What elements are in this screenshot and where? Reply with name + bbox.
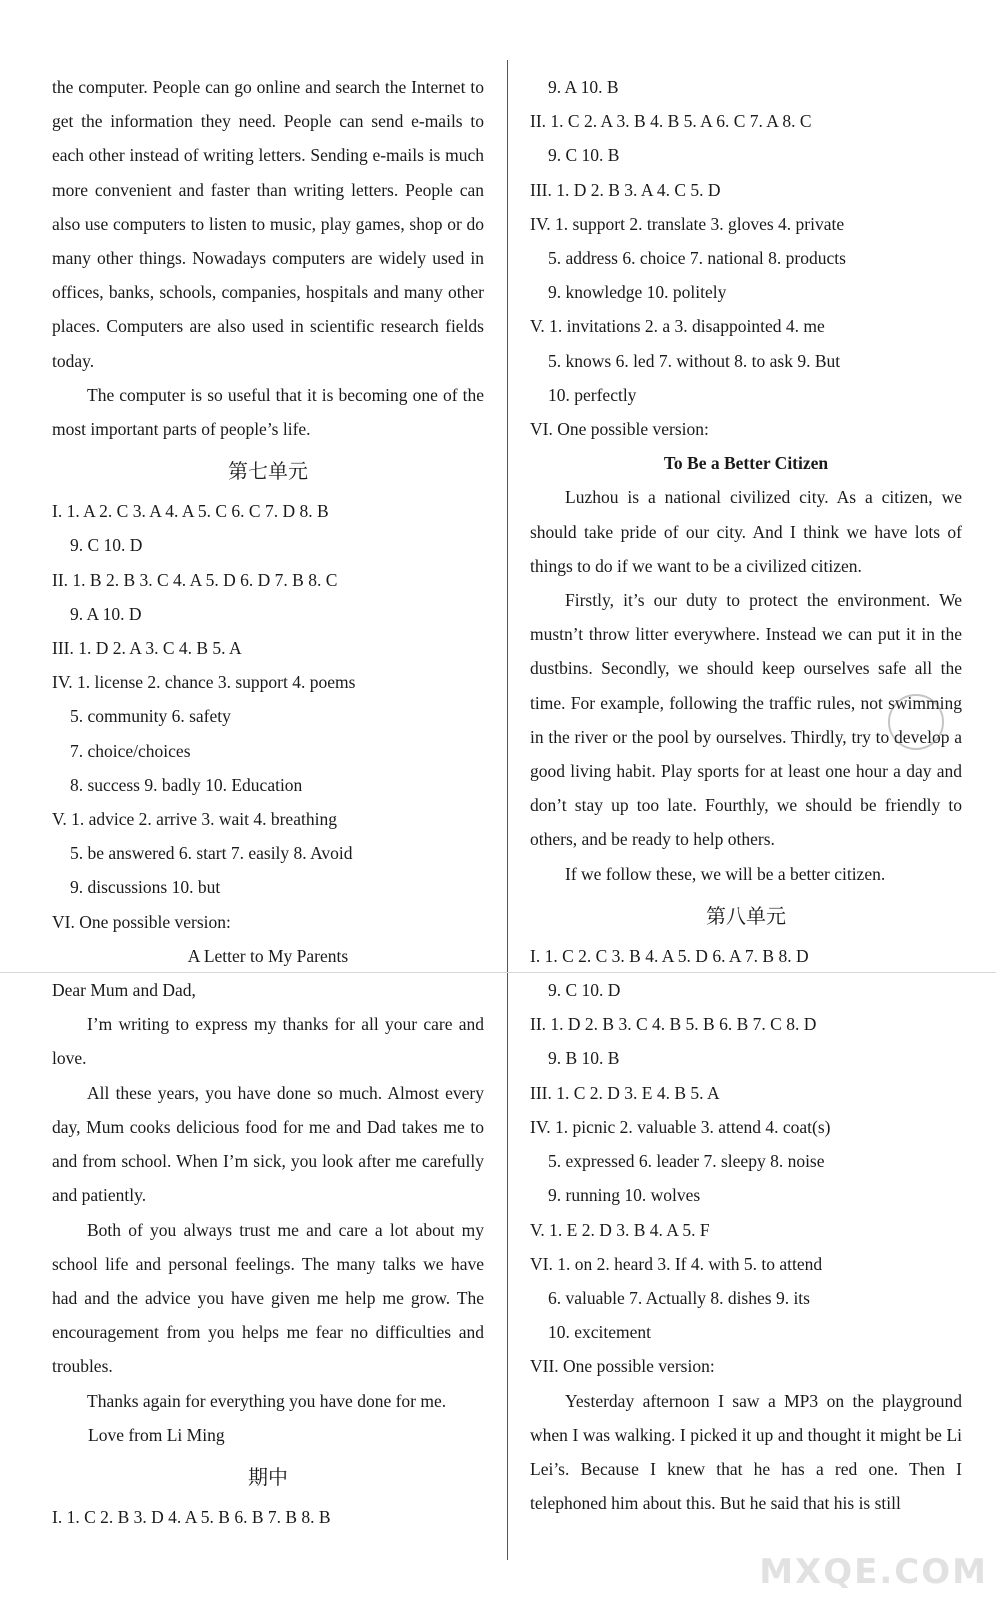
site-watermark: MXQE.COM — [759, 1552, 988, 1592]
letter-paragraph-4: Thanks again for everything you have done for me. — [87, 1390, 447, 1411]
answer-line: II. 1. D 2. B 3. C 4. B 5. B 6. B 7. C 8. D — [530, 1014, 817, 1035]
answer-line: V. 1. invitations 2. a 3. disappointed 4. me — [530, 316, 825, 337]
answer-line: IV. 1. support 2. translate 3. gloves 4. private — [530, 213, 845, 234]
answer-line: VII. One possible version: — [530, 1356, 715, 1377]
letter-title: A Letter to My Parents — [187, 945, 349, 966]
unit7-heading: 第七单元 — [228, 459, 308, 484]
answer-line: I. 1. C 2. C 3. B 4. A 5. D 6. A 7. B 8. D — [530, 945, 809, 966]
answer-line: 5. address 6. choice 7. national 8. products — [548, 248, 846, 269]
answer-line: III. 1. D 2. B 3. A 4. C 5. D — [530, 179, 721, 200]
answer-line: III. 1. D 2. A 3. C 4. B 5. A — [52, 638, 242, 659]
unit7-answers — [52, 494, 484, 939]
answer-line: VI. One possible version: — [52, 911, 231, 932]
letter-signature: Love from Li Ming — [88, 1424, 225, 1445]
unit8-heading: 第八单元 — [706, 903, 786, 928]
answer-line: 6. valuable 7. Actually 8. dishes 9. its — [548, 1287, 810, 1308]
stamp-mark — [888, 694, 944, 750]
version-paragraph-1: Yesterday afternoon I saw a MP3 on the playground when I was walking. I picked it up and thought it might be Li Lei’s. Because I knew that he has a red one. Then I telephoned him about this. But he said that his is still — [530, 1390, 962, 1514]
letter-paragraph-2: All these years, you have done so much. Almost every day, Mum cooks delicious food for me and Dad takes me to and from school. When I’m sick, you look after me carefully and patiently. — [52, 1082, 484, 1206]
letter-greeting: Dear Mum and Dad, — [52, 980, 196, 1001]
unit8-answers — [530, 939, 962, 1384]
answer-line: 9. discussions 10. but — [70, 877, 221, 898]
essay-paragraph-3: If we follow these, we will be a better citizen. — [565, 863, 886, 884]
answer-line: 9. knowledge 10. politely — [548, 282, 727, 303]
answer-line: 9. C 10. D — [70, 535, 143, 556]
answer-line: II. 1. B 2. B 3. C 4. A 5. D 6. D 7. B 8. C — [52, 569, 338, 590]
answer-line: VI. 1. on 2. heard 3. If 4. with 5. to attend — [530, 1253, 823, 1274]
answer-line: IV. 1. license 2. chance 3. support 4. poems — [52, 672, 356, 693]
answer-line: 9. A 10. B — [548, 77, 619, 97]
answer-line: 8. success 9. badly 10. Education — [70, 774, 303, 795]
answer-line: III. 1. C 2. D 3. E 4. B 5. A — [530, 1082, 720, 1103]
answer-line: 5. be answered 6. start 7. easily 8. Avoid — [70, 843, 353, 864]
letter-paragraph-3: Both of you always trust me and care a lot about my school life and personal feelings. The many talks we have had and the advice you have given me help me grow. The encouragement from you helps me fear no difficulties and troubles. — [52, 1219, 484, 1377]
answer-line: I. 1. C 2. B 3. D 4. A 5. B 6. B 7. B 8. B — [52, 1506, 331, 1527]
unit6-answers — [530, 70, 962, 446]
answer-line: 9. A 10. D — [70, 603, 142, 624]
essay-title: To Be a Better Citizen — [663, 453, 829, 474]
right-column — [530, 70, 962, 1520]
essay-paragraph-1: Luzhou is a national civilized city. As a citizen, we should take pride of our city. And I think we have lots of things to do if we want to be a civilized citizen. — [530, 487, 962, 576]
answer-line: 5. community 6. safety — [70, 706, 231, 727]
answer-line: 5. knows 6. led 7. without 8. to ask 9. But — [548, 350, 841, 371]
answer-line: 5. expressed 6. leader 7. sleepy 8. noise — [548, 1151, 825, 1172]
computer-paragraph-2: The computer is so useful that it is becoming one of the most important parts of people’s life. — [52, 384, 484, 440]
answer-line: V. 1. advice 2. arrive 3. wait 4. breathing — [52, 809, 337, 830]
answer-line: 9. running 10. wolves — [548, 1185, 701, 1206]
answer-line: 9. C 10. B — [548, 145, 620, 166]
answer-line: 10. perfectly — [548, 384, 637, 405]
answer-line: 9. B 10. B — [548, 1048, 620, 1069]
answer-line: V. 1. E 2. D 3. B 4. A 5. F — [530, 1219, 710, 1240]
answer-line: 9. C 10. D — [548, 980, 621, 1001]
essay-paragraph-2: Firstly, it’s our duty to protect the environment. We mustn’t throw litter everywhere. Instead we can put it in the dustbins. Secondly, we should keep ourselves safe all the time. For example, following the traffic rules, not swimming in the river or the pool by ourselves. Thirdly, try to develop a good living habit. Play sports for at least one hour a day and don’t stay up too late. Fourthly, we should be friendly to others, and be ready to help others. — [530, 590, 962, 850]
computer-paragraph-1: the computer. People can go online and search the Internet to get the information they need. People can send e-mails to each other instead of writing letters. Sending e-mails is much more convenient and faster than writing letters. People can also use computers to listen to music, play games, shop or do many other things. Nowadays computers are widely used in offices, banks, schools, companies, hospitals and many other places. Computers are also used in scientific research fields today. — [52, 77, 484, 371]
answer-line: VI. One possible version: — [530, 419, 709, 440]
answer-line: II. 1. C 2. A 3. B 4. B 5. A 6. C 7. A 8. C — [530, 111, 812, 132]
letter-paragraph-1: I’m writing to express my thanks for all your care and love. — [52, 1014, 484, 1069]
left-column — [52, 70, 484, 1534]
midterm-heading: 期中 — [248, 1464, 288, 1489]
answer-line: I. 1. A 2. C 3. A 4. A 5. C 6. C 7. D 8. B — [52, 501, 329, 522]
column-divider — [507, 60, 508, 1560]
answer-line: IV. 1. picnic 2. valuable 3. attend 4. coat(s) — [530, 1116, 831, 1137]
answer-line: 7. choice/choices — [70, 740, 191, 761]
answer-line: 10. excitement — [548, 1322, 652, 1343]
